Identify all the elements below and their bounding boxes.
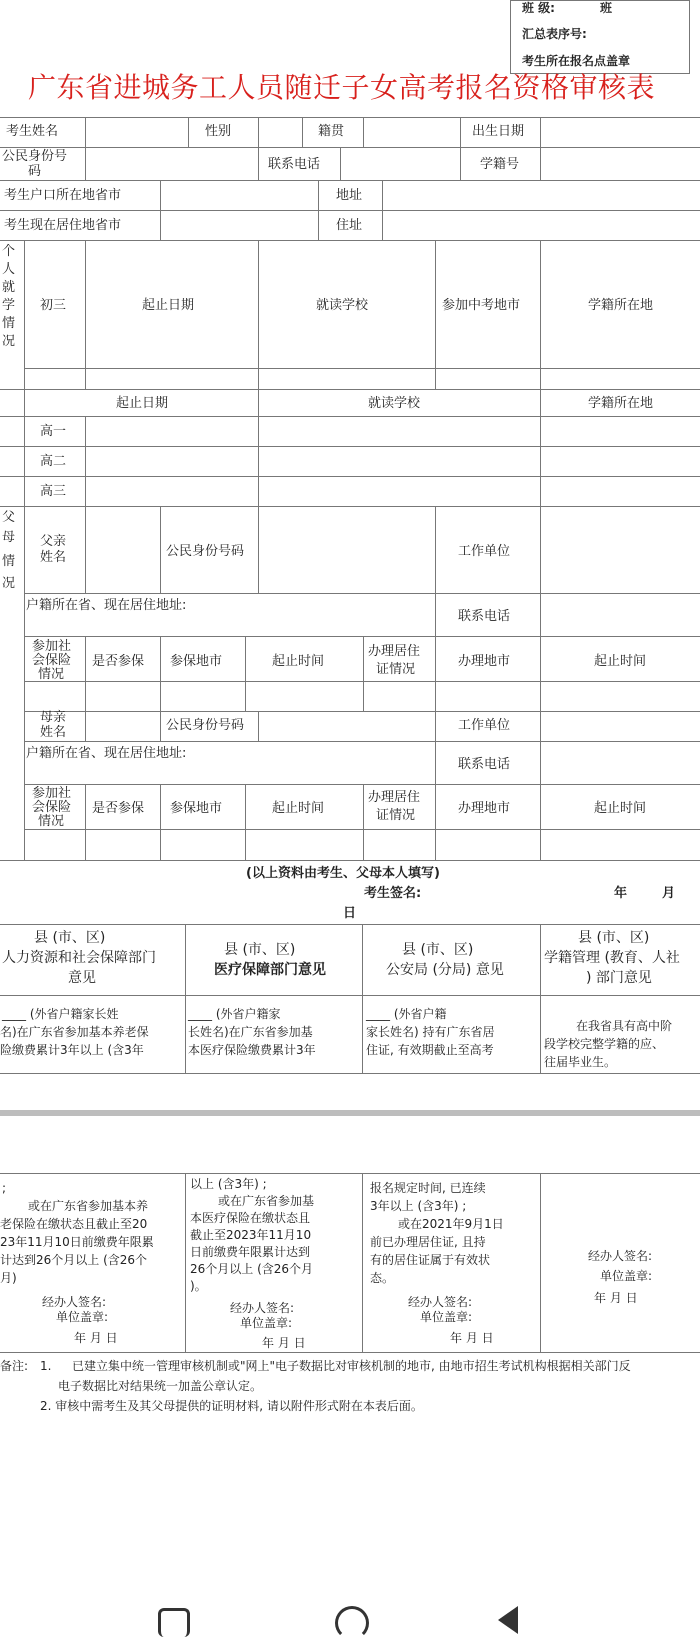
page-separator	[0, 1110, 700, 1116]
note1-num: 1.	[40, 1359, 52, 1373]
grid-line	[85, 117, 86, 180]
p2-c1-date: 年 月 日	[74, 1331, 118, 1345]
p2-c4-sign: 经办人签名:	[588, 1249, 653, 1263]
grid-line	[188, 117, 189, 147]
father-permit-2: 证情况	[376, 662, 416, 677]
father-name-1: 父亲	[40, 534, 67, 549]
p2-c3-l4: 有的居住证属于有效状	[370, 1253, 491, 1267]
label-school: 就读学校	[316, 298, 369, 313]
grid-line	[0, 995, 700, 996]
grid-line	[0, 860, 700, 861]
opt-c2-c: 本医疗保险缴费累计3年	[188, 1043, 316, 1057]
op2-line1: 县 (市、区)	[224, 942, 296, 958]
grid-line	[0, 240, 700, 241]
grid-line	[0, 210, 700, 211]
signature-month: 月	[662, 886, 676, 901]
label-g2: 高二	[40, 454, 67, 469]
mother-work-unit: 工作单位	[458, 718, 511, 733]
grid-line	[340, 147, 341, 180]
p2-c1-l1: 或在广东省参加基本养	[28, 1199, 149, 1213]
p2-c2-l2: 本医疗保险在缴状态且	[190, 1211, 311, 1225]
mother-contact-phone: 联系电话	[458, 757, 511, 772]
opt-c3-c: 住证, 有效期截止至高考	[366, 1043, 494, 1057]
grid-line	[435, 506, 436, 593]
opt-c4-b: 段学校完整学籍的应、	[544, 1037, 665, 1051]
label-g1: 高一	[40, 424, 67, 439]
op3-line2: 公安局 (分局) 意见	[386, 962, 504, 978]
side-label-personal-2: 人	[2, 262, 16, 277]
father-period2: 起止时间	[594, 654, 647, 669]
grid-line	[435, 741, 436, 784]
opt-c1-c: 险缴费累计3年以上 (含3年	[0, 1043, 144, 1057]
p2-c1-l4: 计达到26个月以上 (含26个	[0, 1253, 148, 1267]
grid-line	[258, 711, 259, 741]
signature-label: 考生签名:	[364, 886, 422, 901]
mother-period2: 起止时间	[594, 801, 647, 816]
grid-line	[540, 924, 541, 1073]
grid-line	[24, 681, 700, 682]
father-social-3: 情况	[38, 667, 65, 682]
opt-c2-b: 长姓名)在广东省参加基	[188, 1025, 313, 1039]
grid-line	[460, 117, 461, 180]
grid-line	[0, 147, 700, 148]
mother-hukou-address: 户籍所在省、现在居住地址:	[26, 746, 187, 761]
grid-line	[24, 636, 700, 637]
side-label-personal-1: 个	[2, 244, 16, 259]
side-label-personal-5: 情	[2, 316, 16, 331]
grid-line	[185, 1173, 186, 1352]
side-label-parents-1: 父	[2, 510, 16, 525]
grid-line	[258, 117, 259, 180]
label-id-1: 公民身份号	[2, 149, 68, 164]
grid-line	[540, 636, 541, 711]
grid-line	[245, 784, 246, 860]
father-social-2: 会保险	[32, 653, 72, 668]
class-label: 班 级:	[522, 1, 555, 15]
grid-line	[24, 368, 700, 369]
grid-line	[540, 1173, 541, 1352]
opt-c4-c: 往届毕业生。	[544, 1055, 617, 1069]
label-hs-school: 就读学校	[368, 396, 421, 411]
back-icon[interactable]	[498, 1606, 518, 1634]
opt-c1-b: 名)在广东省参加基本养老保	[0, 1025, 149, 1039]
mother-name-2: 姓名	[40, 725, 67, 740]
mother-insured: 是否参保	[92, 801, 145, 816]
op3-line1: 县 (市、区)	[402, 942, 474, 958]
label-grade3: 初三	[40, 298, 67, 313]
grid-line	[0, 446, 700, 447]
grid-line	[24, 784, 700, 785]
p2-c1-sign: 经办人签名:	[42, 1295, 107, 1309]
grid-line	[540, 741, 541, 784]
grid-line	[318, 180, 319, 240]
grid-line	[302, 117, 303, 147]
p2-c3-sign: 经办人签名:	[408, 1295, 473, 1309]
label-start-end: 起止日期	[142, 298, 195, 313]
grid-line	[258, 240, 259, 389]
mother-insured-city: 参保地市	[170, 801, 223, 816]
grid-line	[0, 416, 700, 417]
label-residence: 住址	[336, 218, 363, 233]
grid-line	[435, 784, 436, 860]
father-social-1: 参加社	[32, 639, 72, 654]
p2-c2-l6: )。	[190, 1279, 207, 1293]
grid-line	[435, 593, 436, 636]
father-permit-city: 办理地市	[458, 654, 511, 669]
grid-line	[0, 1173, 700, 1174]
grid-line	[0, 506, 700, 507]
father-insured-city: 参保地市	[170, 654, 223, 669]
p2-c4-date: 年 月 日	[594, 1291, 638, 1305]
op4-line2: 学籍管理 (教育、人社	[544, 950, 680, 966]
grid-line	[0, 180, 700, 181]
grid-line	[0, 476, 700, 477]
label-hukou-province: 考生户口所在地省市	[4, 188, 122, 203]
label-zhongkao-city: 参加中考地市	[442, 298, 521, 313]
mother-permit-1: 办理居住	[368, 790, 421, 805]
p2-c3-date: 年 月 日	[450, 1331, 494, 1345]
side-label-personal-6: 况	[2, 334, 16, 349]
grid-line	[160, 506, 161, 593]
grid-line	[24, 711, 700, 712]
p2-c1-l3: 23年11月10日前缴费年限累	[0, 1235, 154, 1249]
opt-c3-a: ____ (外省户籍	[366, 1007, 447, 1021]
op2-line2: 医疗保障部门意见	[214, 962, 326, 978]
label-name: 考生姓名	[6, 124, 59, 139]
grid-line	[185, 924, 186, 1073]
grid-line	[160, 180, 161, 240]
label-id-2: 码	[28, 164, 42, 179]
p2-c1-seal: 单位盖章:	[56, 1310, 109, 1324]
side-label-parents-4: 况	[2, 576, 16, 591]
p2-c3-l3: 前已办理居住证, 且持	[370, 1235, 486, 1249]
label-phone: 联系电话	[268, 157, 321, 172]
grid-line	[160, 711, 161, 741]
label-status-location: 学籍所在地	[588, 298, 654, 313]
fill-note: (以上资料由考生、父母本人填写)	[246, 866, 440, 881]
p2-c1-l0: ;	[2, 1181, 7, 1195]
grid-line	[85, 416, 86, 506]
grid-line	[0, 1352, 700, 1353]
home-icon[interactable]	[335, 1606, 369, 1640]
opt-c2-a: ____ (外省户籍家	[188, 1007, 281, 1021]
p2-c3-l2: 或在2021年9月1日	[398, 1217, 504, 1231]
p2-c2-l4: 日前缴费年限累计达到	[190, 1245, 311, 1259]
mother-name-1: 母亲	[40, 710, 67, 725]
side-label-parents-2: 母	[2, 530, 16, 545]
grid-line	[245, 636, 246, 711]
grid-line	[435, 636, 436, 711]
system-nav-bar	[0, 1590, 700, 1633]
grid-line	[0, 389, 700, 390]
grid-line	[362, 924, 363, 1073]
grid-line	[362, 1173, 363, 1352]
grid-line	[382, 180, 383, 240]
label-gender: 性别	[205, 124, 232, 139]
side-label-parents-3: 情	[2, 554, 16, 569]
opt-c4-a: 在我省具有高中阶	[576, 1019, 673, 1033]
label-student-no: 学籍号	[480, 157, 520, 172]
grid-line	[540, 593, 541, 636]
side-label-personal-4: 学	[2, 298, 16, 313]
father-work-unit: 工作单位	[458, 544, 511, 559]
note1-b: 电子数据比对结果统一加盖公章认定。	[58, 1379, 263, 1393]
mother-social-1: 参加社	[32, 786, 72, 801]
p2-c2-sign: 经办人签名:	[230, 1301, 295, 1315]
grid-line	[24, 741, 700, 742]
mother-period: 起止时间	[272, 801, 325, 816]
opt-c1-a: ____ (外省户籍家长姓	[2, 1007, 119, 1021]
signature-year: 年	[614, 886, 628, 901]
mother-permit-2: 证情况	[376, 808, 416, 823]
note1-a: 已建立集中统一管理审核机制或"网上"电子数据比对审核机制的地市, 由地市招生考试机构根据相关部门反	[72, 1359, 631, 1373]
mother-id-label: 公民身份号码	[166, 718, 245, 733]
grid-line	[540, 784, 541, 860]
mother-permit-city: 办理地市	[458, 801, 511, 816]
father-period: 起止时间	[272, 654, 325, 669]
grid-line	[85, 240, 86, 389]
grid-line	[540, 117, 541, 180]
p2-c2-l5: 26个月以上 (含26个月	[190, 1262, 314, 1276]
p2-c4-seal: 单位盖章:	[600, 1269, 653, 1283]
op4-line3: ) 部门意见	[586, 970, 652, 986]
grid-line	[85, 506, 86, 593]
label-g3: 高三	[40, 484, 67, 499]
grid-line	[363, 784, 364, 860]
grid-line	[540, 240, 541, 389]
label-hs-start-end: 起止日期	[116, 396, 169, 411]
grid-line	[258, 506, 259, 593]
grid-line	[540, 711, 541, 741]
p2-c1-l5: 月)	[0, 1271, 17, 1285]
summary-no: 汇总表序号:	[522, 27, 587, 41]
mother-social-2: 会保险	[32, 800, 72, 815]
father-insured: 是否参保	[92, 654, 145, 669]
p2-c2-l1: 或在广东省参加基	[218, 1194, 315, 1208]
father-name-2: 姓名	[40, 550, 67, 565]
grid-line	[540, 506, 541, 593]
op1-line1: 县 (市、区)	[34, 930, 106, 946]
grid-line	[85, 784, 86, 860]
op1-line3: 意见	[68, 970, 96, 986]
father-contact-phone: 联系电话	[458, 609, 511, 624]
p2-c2-l3: 截止至2023年11月10	[190, 1228, 312, 1242]
label-birth: 出生日期	[472, 124, 525, 139]
label-residence-province: 考生现在居住地省市	[4, 218, 122, 233]
grid-line	[160, 636, 161, 711]
seal-note: 考生所在报名点盖章	[522, 54, 631, 68]
side-label-personal-3: 就	[2, 280, 16, 295]
grid-line	[85, 711, 86, 741]
op1-line2: 人力资源和社会保障部门	[2, 950, 156, 966]
label-hs-status-location: 学籍所在地	[588, 396, 654, 411]
father-hukou-address: 户籍所在省、现在居住地址:	[26, 598, 187, 613]
father-permit-1: 办理居住	[368, 644, 421, 659]
note2: 2. 审核中需考生及其父母提供的证明材料, 请以附件形式附在本表后面。	[40, 1399, 423, 1413]
label-native: 籍贯	[318, 124, 345, 139]
p2-c2-date: 年 月 日	[262, 1336, 306, 1350]
grid-line	[435, 240, 436, 389]
p2-c3-l0: 报名规定时间, 已连续	[370, 1181, 486, 1195]
p2-c2-l0: 以上 (含3年) ;	[190, 1177, 267, 1191]
grid-line	[24, 240, 25, 860]
grid-line	[363, 117, 364, 147]
page-title: 广东省进城务工人员随迁子女高考报名资格审核表	[28, 71, 656, 104]
grid-line	[540, 389, 541, 506]
grid-line	[363, 636, 364, 711]
label-address: 地址	[336, 188, 363, 203]
p2-c3-l1: 3年以上 (含3年) ;	[370, 1199, 467, 1213]
signature-day: 日	[343, 906, 357, 921]
notes-label: 备注:	[0, 1359, 29, 1373]
op4-line1: 县 (市、区)	[578, 930, 650, 946]
grid-line	[85, 636, 86, 711]
mother-social-3: 情况	[38, 814, 65, 829]
grid-line	[24, 593, 700, 594]
grid-line	[160, 784, 161, 860]
p2-c3-seal: 单位盖章:	[420, 1310, 473, 1324]
grid-line	[0, 924, 700, 925]
grid-line	[0, 117, 700, 118]
grid-line	[435, 711, 436, 741]
father-id-label: 公民身份号码	[166, 544, 245, 559]
p2-c3-l5: 态。	[370, 1271, 395, 1285]
p2-c1-l2: 老保险在缴状态且截止至20	[0, 1217, 148, 1231]
p2-c2-seal: 单位盖章:	[240, 1316, 293, 1330]
grid-line	[24, 829, 700, 830]
opt-c3-b: 家长姓名) 持有广东省居	[366, 1025, 495, 1039]
grid-line	[0, 1073, 700, 1074]
class-suffix: 班	[600, 1, 613, 15]
grid-line	[258, 389, 259, 506]
